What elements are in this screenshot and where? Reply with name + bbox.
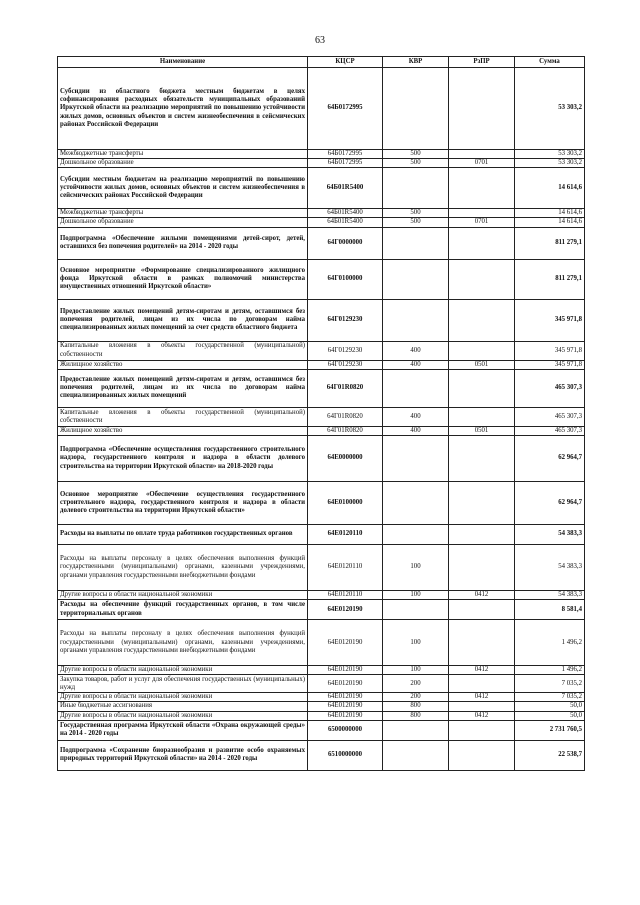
cell-sum: 14 614,6 [515,168,585,209]
cell-rzpr [449,620,515,666]
cell-name: Межбюджетные трансферты [58,150,308,159]
cell-sum: 50,0 [515,711,585,720]
cell-sum: 62 964,7 [515,435,585,481]
cell-sum: 345 971,8 [515,360,585,369]
cell-sum: 54 383,3 [515,544,585,590]
cell-kcsr: 64Г01R0820 [308,407,383,426]
cell-kvr: 200 [383,693,449,702]
table-row [58,720,585,740]
cell-kcsr: 64Е0120190 [308,666,383,675]
table-header-row [58,57,585,68]
cell-rzpr [449,68,515,150]
cell-kvr [383,369,449,407]
cell-name: Подпрограмма «Обеспечение жилыми помещениями детей-сирот, детей, оставшихся без попечения родителей» на 2014 - 2020 годы [58,227,308,259]
cell-kcsr: 64Г0129230 [308,299,383,341]
table-row [58,693,585,702]
cell-name: Другие вопросы в области национальной экономики [58,666,308,675]
budget-table [57,56,585,771]
cell-rzpr [449,341,515,360]
cell-sum: 54 383,3 [515,524,585,544]
cell-rzpr: 0412 [449,666,515,675]
cell-kcsr: 64Б01R5400 [308,209,383,218]
header-sum: Сумма [515,57,585,68]
table-row [58,360,585,369]
cell-rzpr: 0701 [449,159,515,168]
cell-rzpr [449,150,515,159]
cell-kvr [383,720,449,740]
cell-sum: 465 307,3 [515,369,585,407]
cell-kvr: 100 [383,544,449,590]
cell-kvr: 400 [383,360,449,369]
cell-kcsr: 64Е0120190 [308,600,383,620]
cell-name: Другие вопросы в области национальной экономики [58,711,308,720]
cell-name: Предоставление жилых помещений детям-сиротам и детям, оставшимся без попечения родителей, лицам из их числа по договорам найма специализированных жилых помещений [58,369,308,407]
cell-sum: 811 279,1 [515,227,585,259]
cell-sum: 14 614,6 [515,218,585,227]
cell-name: Субсидии местным бюджетам на реализацию мероприятий по повышению устойчивости жилых домов, основных объектов и систем жизнеобеспечения в сейсмических районах Российской Федерации [58,168,308,209]
cell-name: Расходы на обеспечение функций государственных органов, в том числе территориальных органов [58,600,308,620]
table-row [58,740,585,770]
cell-kvr: 500 [383,159,449,168]
table-row [58,590,585,599]
cell-rzpr: 0412 [449,590,515,599]
cell-rzpr [449,227,515,259]
cell-rzpr [449,209,515,218]
cell-kcsr: 64Е0100000 [308,481,383,524]
cell-kvr: 100 [383,590,449,599]
cell-name: Предоставление жилых помещений детям-сиротам и детям, оставшимся без попечения родителей, лицам из их числа по договорам найма специализированных жилых помещений за счет средств областного бюджета [58,299,308,341]
cell-sum: 1 496,2 [515,666,585,675]
cell-rzpr [449,720,515,740]
cell-sum: 50,0 [515,702,585,711]
cell-kvr: 500 [383,150,449,159]
table-row [58,150,585,159]
cell-kvr: 500 [383,218,449,227]
cell-kvr [383,68,449,150]
cell-kvr: 400 [383,426,449,435]
table-row [58,620,585,666]
cell-kcsr: 64Е0120110 [308,544,383,590]
cell-name: Закупка товаров, работ и услуг для обеспечения государственных (муниципальных) нужд [58,675,308,693]
table-row [58,227,585,259]
cell-rzpr [449,168,515,209]
cell-kcsr: 64Г0100000 [308,259,383,299]
cell-rzpr: 0412 [449,711,515,720]
cell-kvr: 400 [383,407,449,426]
cell-sum: 22 538,7 [515,740,585,770]
cell-sum: 53 303,2 [515,68,585,150]
cell-rzpr [449,544,515,590]
cell-kcsr: 64Г01R0820 [308,426,383,435]
cell-kvr [383,740,449,770]
cell-kcsr: 64Е0120190 [308,620,383,666]
table-row [58,369,585,407]
cell-kvr [383,435,449,481]
cell-kvr: 100 [383,666,449,675]
table-row [58,259,585,299]
cell-kcsr: 64Б0172995 [308,68,383,150]
cell-rzpr [449,740,515,770]
cell-kcsr: 64Е0120110 [308,590,383,599]
cell-kvr [383,259,449,299]
cell-name: Другие вопросы в области национальной экономики [58,590,308,599]
cell-rzpr [449,299,515,341]
cell-kvr: 400 [383,341,449,360]
cell-kcsr: 64Е0120190 [308,702,383,711]
page-number: 63 [315,35,325,46]
header-kvr: КВР [383,57,449,68]
cell-kvr [383,299,449,341]
cell-sum: 345 971,8 [515,299,585,341]
cell-rzpr [449,675,515,693]
cell-sum: 345 971,8 [515,341,585,360]
cell-name: Дошкольное образование [58,218,308,227]
cell-name: Дошкольное образование [58,159,308,168]
cell-kvr [383,168,449,209]
header-kcsr: КЦСР [308,57,383,68]
cell-kcsr: 64Б01R5400 [308,168,383,209]
cell-kcsr: 64Б01R5400 [308,218,383,227]
cell-name: Межбюджетные трансферты [58,209,308,218]
cell-kcsr: 64Г01R0820 [308,369,383,407]
table-row [58,426,585,435]
table-row [58,341,585,360]
cell-kvr: 100 [383,620,449,666]
cell-name: Субсидии из областного бюджета местным бюджетам в целях софинансирования расходных обязательств муниципальных образований Иркутской области на реализацию мероприятий по повышению устойчивости жилых домов, основных объектов и систем жизнеобеспечения в сейсмических районах Российской Федерации [58,68,308,150]
cell-name: Другие вопросы в области национальной экономики [58,693,308,702]
cell-sum: 811 279,1 [515,259,585,299]
cell-name: Жилищное хозяйство [58,360,308,369]
cell-kcsr: 64Е0120190 [308,693,383,702]
cell-rzpr [449,481,515,524]
cell-rzpr [449,435,515,481]
cell-rzpr: 0501 [449,360,515,369]
cell-kcsr: 64Г0000000 [308,227,383,259]
table-row [58,544,585,590]
cell-kcsr: 64Е0000000 [308,435,383,481]
cell-rzpr [449,702,515,711]
cell-kvr [383,524,449,544]
cell-name: Основное мероприятие «Обеспечение осуществления государственного строительного надзора, государственного контроля и надзора в области долевого строительства на территории Иркутской области» [58,481,308,524]
cell-kvr [383,481,449,524]
cell-rzpr [449,600,515,620]
cell-rzpr [449,259,515,299]
table-row [58,218,585,227]
cell-name: Расходы на выплаты персоналу в целях обеспечения выполнения функций государственными (муниципальными) органами, казенными учреждениями, органами управления государственными внебюджетными фондами [58,544,308,590]
table-body [58,68,585,771]
cell-rzpr: 0701 [449,218,515,227]
cell-kcsr: 64Е0120190 [308,675,383,693]
cell-kcsr: 64Е0120110 [308,524,383,544]
cell-kvr: 200 [383,675,449,693]
cell-rzpr [449,524,515,544]
cell-sum: 465 307,3 [515,407,585,426]
cell-name: Жилищное хозяйство [58,426,308,435]
table-row [58,68,585,150]
cell-sum: 8 581,4 [515,600,585,620]
cell-name: Расходы на выплаты по оплате труда работников государственных органов [58,524,308,544]
table-row [58,159,585,168]
cell-kvr: 500 [383,209,449,218]
cell-kcsr: 64Е0120190 [308,711,383,720]
table-row [58,299,585,341]
cell-kvr: 800 [383,711,449,720]
table-row [58,711,585,720]
cell-name: Подпрограмма «Обеспечение осуществления государственного строительного надзора, государственного контроля и надзора в области долевого строительства на территории Иркутской области» на 2018-2020 годы [58,435,308,481]
table-row [58,600,585,620]
cell-kcsr: 6510000000 [308,740,383,770]
cell-kcsr: 6500000000 [308,720,383,740]
table-row [58,407,585,426]
cell-kvr [383,600,449,620]
cell-sum: 2 731 760,5 [515,720,585,740]
cell-kvr: 800 [383,702,449,711]
cell-name: Иные бюджетные ассигнования [58,702,308,711]
cell-sum: 62 964,7 [515,481,585,524]
table-row [58,666,585,675]
table-row [58,435,585,481]
table-row [58,168,585,209]
header-rzpr: РзПР [449,57,515,68]
cell-rzpr [449,369,515,407]
cell-sum: 465 307,3 [515,426,585,435]
table-row [58,524,585,544]
cell-name: Расходы на выплаты персоналу в целях обеспечения выполнения функций государственными (муниципальными) органами, казенными учреждениями, органами управления государственными внебюджетными фондами [58,620,308,666]
cell-name: Основное мероприятие «Формирование специализированного жилищного фонда Иркутской области в рамках полномочий министерства имущественных отношений Иркутской области» [58,259,308,299]
cell-sum: 53 303,2 [515,150,585,159]
cell-kvr [383,227,449,259]
cell-name: Капитальные вложения в объекты государственной (муниципальной) собственности [58,407,308,426]
cell-kcsr: 64Б0172995 [308,150,383,159]
cell-sum: 7 035,2 [515,693,585,702]
cell-kcsr: 64Б0172995 [308,159,383,168]
cell-rzpr: 0501 [449,426,515,435]
cell-sum: 14 614,6 [515,209,585,218]
cell-kcsr: 64Г0129230 [308,360,383,369]
cell-sum: 7 035,2 [515,675,585,693]
table-row [58,702,585,711]
table-row [58,675,585,693]
cell-name: Капитальные вложения в объекты государственной (муниципальной) собственности [58,341,308,360]
table-row [58,481,585,524]
cell-kcsr: 64Г0129230 [308,341,383,360]
header-name: Наименование [58,57,308,68]
cell-sum: 1 496,2 [515,620,585,666]
cell-name: Подпрограмма «Сохранение биоразнообразия и развитие особо охраняемых природных территорий Иркутской области» на 2014 - 2020 годы [58,740,308,770]
cell-rzpr [449,407,515,426]
cell-name: Государственная программа Иркутской области «Охрана окружающей среды» на 2014 - 2020 годы [58,720,308,740]
cell-rzpr: 0412 [449,693,515,702]
cell-sum: 54 383,3 [515,590,585,599]
cell-sum: 53 303,2 [515,159,585,168]
table-row [58,209,585,218]
